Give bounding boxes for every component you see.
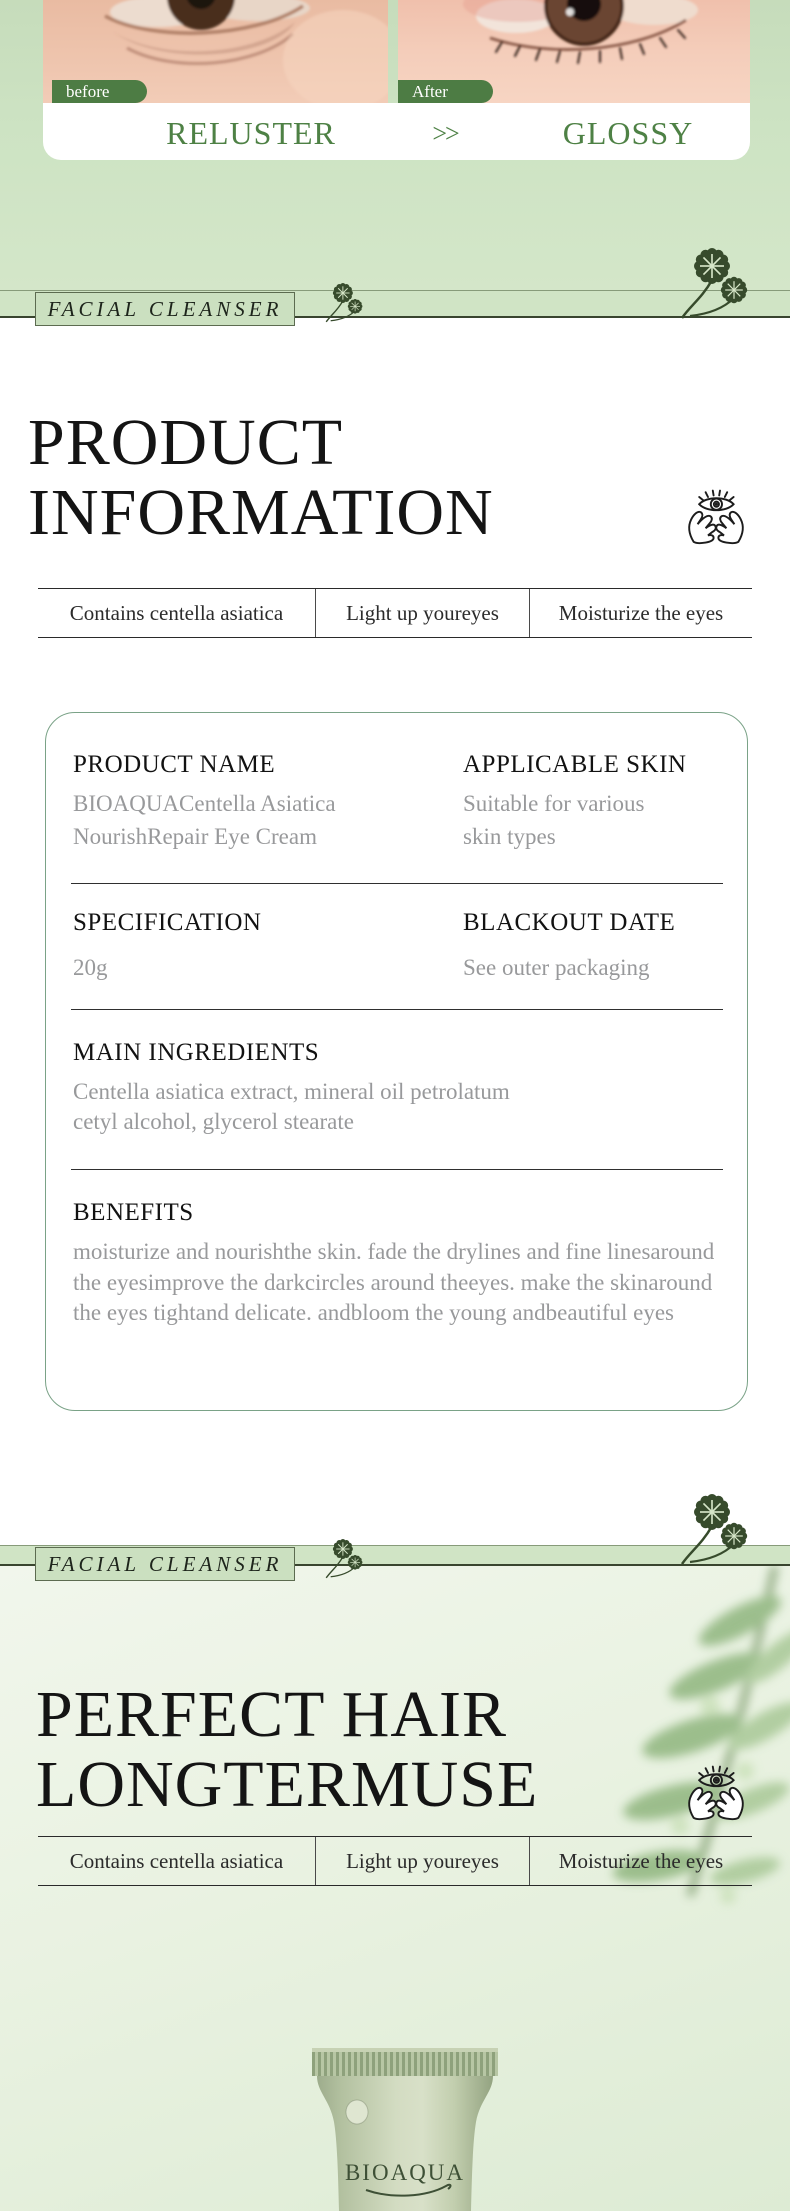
feature-item: Moisturize the eyes: [558, 1848, 724, 1873]
product-name-label: PRODUCT NAME: [73, 751, 276, 778]
main-ingredients-label: MAIN INGREDIENTS: [73, 1039, 320, 1066]
blackout-date-value: See outer packaging: [463, 955, 650, 980]
centella-sprig-icon: [660, 246, 750, 322]
ribbon-label-2: FACIAL CLEANSER: [35, 1547, 295, 1581]
tube-brand-text: BIOAQUA: [344, 2160, 466, 2185]
centella-sprig-icon: [314, 278, 364, 328]
section2-title-line1: PERFECT HAIR: [36, 1678, 508, 1751]
feature-item: Light up youreyes: [315, 1837, 530, 1885]
specification-label: SPECIFICATION: [73, 909, 262, 936]
arrow-right-icon: >>: [432, 119, 458, 148]
perfect-hair-section: [0, 1566, 790, 2211]
main-ingredients-value: Centella asiatica extract, mineral oil petrolatum cetyl alcohol, glycerol stearate: [73, 1079, 510, 1134]
section1-title: [28, 408, 494, 548]
feature-item: Contains centella asiatica: [69, 1848, 284, 1873]
benefits-label: BENEFITS: [73, 1199, 194, 1226]
eye-care-hands-icon: [684, 488, 748, 546]
benefits-value: moisturize and nourishthe skin. fade the drylines and fine linesaround the eyesimprove the darkcircles around theeyes. make the skinaround the eyes tightand delicate. andbloom the young andbeautiful eyes: [73, 1239, 715, 1325]
section2-title-line2: LONGTERMUSE: [36, 1748, 539, 1821]
fern-leaf-decoration: [540, 1566, 790, 1966]
feature-row-1: [38, 588, 752, 638]
card-divider: [71, 883, 723, 884]
card-divider: [71, 1009, 723, 1010]
centella-sprig-icon: [660, 1492, 750, 1568]
feature-item: Contains centella asiatica: [69, 600, 284, 625]
product-tube-image: [300, 2040, 510, 2211]
feature-item: Light up youreyes: [315, 589, 530, 637]
hero-caption-left: RELUSTER: [166, 115, 336, 151]
before-badge: before: [52, 80, 147, 103]
section1-title-line1: PRODUCT: [28, 406, 344, 479]
applicable-skin-label: APPLICABLE SKIN: [463, 751, 687, 778]
after-badge: After: [398, 80, 493, 103]
feature-row-2: [38, 1836, 752, 1886]
section2-title: [36, 1680, 538, 1820]
blackout-date-label: BLACKOUT DATE: [463, 909, 676, 936]
feature-item: Moisturize the eyes: [558, 600, 724, 625]
product-name-value: BIOAQUACentella Asiatica NourishRepair Eye Cream: [73, 791, 336, 849]
eye-care-hands-icon: [684, 1764, 748, 1822]
centella-sprig-icon: [314, 1534, 364, 1584]
card-divider: [71, 1169, 723, 1170]
specification-value: 20g: [73, 955, 108, 980]
ribbon-label-1: FACIAL CLEANSER: [35, 292, 295, 326]
applicable-skin-value: Suitable for various skin types: [463, 791, 645, 849]
hero-caption-bar: [43, 103, 750, 160]
hero-caption-right: GLOSSY: [562, 115, 694, 151]
product-info-card: [45, 712, 748, 1411]
section1-title-line2: INFORMATION: [28, 476, 494, 549]
